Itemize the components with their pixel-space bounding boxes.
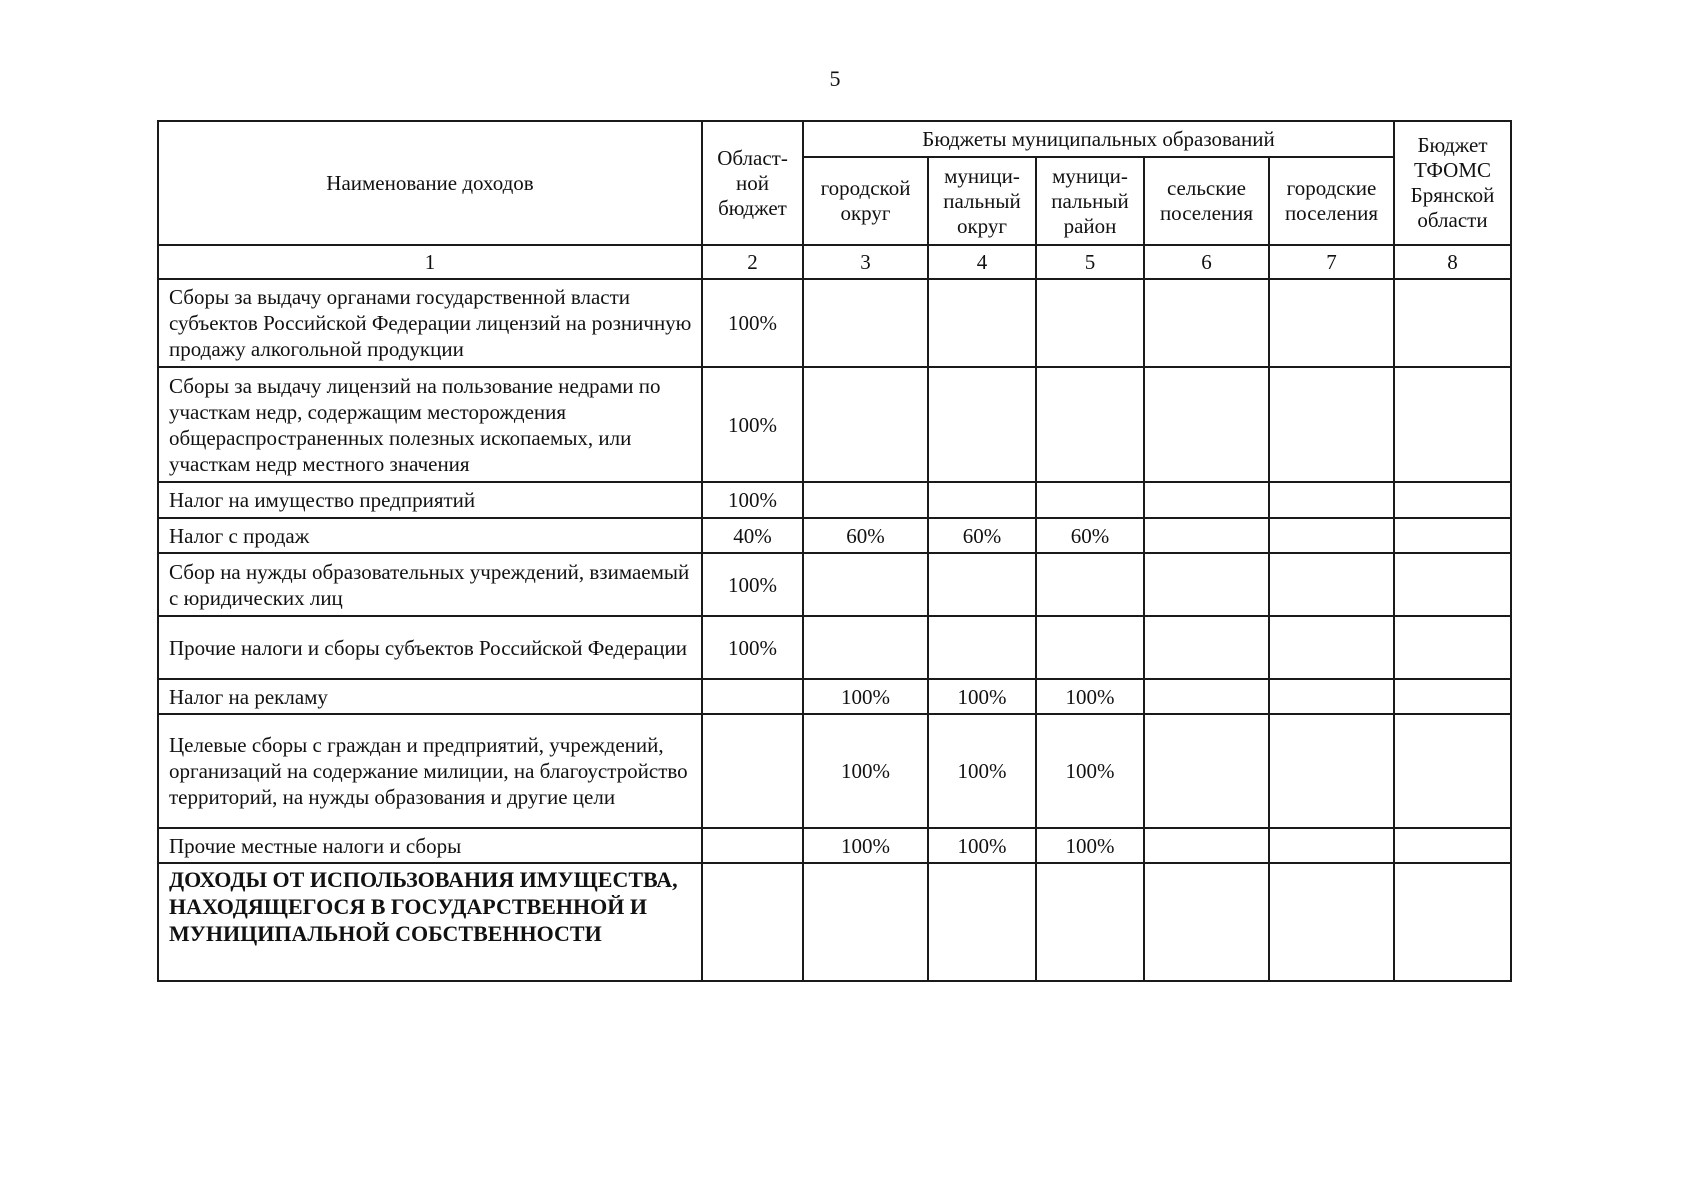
column-number: 4 bbox=[928, 245, 1036, 279]
value-cell: 100% bbox=[1036, 714, 1144, 828]
header-urban-district: городской округ bbox=[803, 157, 928, 245]
value-cell bbox=[928, 616, 1036, 679]
header-regional-budget: Област-ной бюджет bbox=[702, 121, 803, 245]
value-cell bbox=[803, 616, 928, 679]
value-cell bbox=[1036, 367, 1144, 482]
revenue-name: Сборы за выдачу органами государственной власти субъектов Российской Федерации лицензий на розничную продажу алкогольной продукции bbox=[158, 279, 702, 367]
table-row bbox=[158, 714, 1511, 828]
value-cell: 100% bbox=[928, 828, 1036, 863]
value-cell: 100% bbox=[702, 279, 803, 367]
value-cell bbox=[1394, 279, 1511, 367]
column-number-row bbox=[158, 245, 1511, 279]
value-cell bbox=[1394, 616, 1511, 679]
value-cell bbox=[702, 828, 803, 863]
value-cell bbox=[1394, 679, 1511, 714]
column-number: 8 bbox=[1394, 245, 1511, 279]
table-row-section-heading bbox=[158, 863, 1511, 981]
table-row bbox=[158, 367, 1511, 482]
value-cell bbox=[1036, 863, 1144, 981]
value-cell bbox=[702, 863, 803, 981]
revenue-name: Прочие местные налоги и сборы bbox=[158, 828, 702, 863]
value-cell bbox=[1394, 553, 1511, 616]
revenue-distribution-table bbox=[157, 120, 1512, 982]
revenue-name: Сборы за выдачу лицензий на пользование недрами по участкам недр, содержащим месторождения общераспространенных полезных ископаемых, или участкам недр местного значения bbox=[158, 367, 702, 482]
column-number: 6 bbox=[1144, 245, 1269, 279]
value-cell: 100% bbox=[803, 679, 928, 714]
value-cell bbox=[1394, 518, 1511, 553]
value-cell bbox=[1269, 616, 1394, 679]
value-cell: 100% bbox=[702, 553, 803, 616]
value-cell bbox=[1269, 679, 1394, 714]
value-cell bbox=[1036, 616, 1144, 679]
table-row bbox=[158, 553, 1511, 616]
table-row bbox=[158, 279, 1511, 367]
value-cell: 40% bbox=[702, 518, 803, 553]
value-cell bbox=[1144, 518, 1269, 553]
column-number: 3 bbox=[803, 245, 928, 279]
value-cell bbox=[1269, 553, 1394, 616]
value-cell bbox=[1394, 367, 1511, 482]
revenue-name: Налог с продаж bbox=[158, 518, 702, 553]
value-cell bbox=[1269, 482, 1394, 518]
header-revenue-name: Наименование доходов bbox=[158, 121, 702, 245]
revenue-name: Целевые сборы с граждан и предприятий, учреждений, организаций на содержание милиции, на благоустройство территорий, на нужды образования и другие цели bbox=[158, 714, 702, 828]
value-cell: 60% bbox=[803, 518, 928, 553]
value-cell bbox=[1144, 279, 1269, 367]
value-cell bbox=[1144, 714, 1269, 828]
value-cell bbox=[1269, 863, 1394, 981]
value-cell bbox=[702, 679, 803, 714]
value-cell bbox=[1036, 553, 1144, 616]
value-cell bbox=[702, 714, 803, 828]
value-cell bbox=[1144, 367, 1269, 482]
header-municipal-district: муници-пальный округ bbox=[928, 157, 1036, 245]
header-municipal-area: муници-пальный район bbox=[1036, 157, 1144, 245]
page-number: 5 bbox=[829, 66, 841, 91]
section-heading: ДОХОДЫ ОТ ИСПОЛЬЗОВАНИЯ ИМУЩЕСТВА, НАХОДЯЩЕГОСЯ В ГОСУДАРСТВЕННОЙ И МУНИЦИПАЛЬНОЙ СОБСТВЕННОСТИ bbox=[158, 863, 702, 981]
value-cell bbox=[803, 367, 928, 482]
value-cell bbox=[803, 553, 928, 616]
value-cell bbox=[1036, 482, 1144, 518]
value-cell: 60% bbox=[928, 518, 1036, 553]
value-cell bbox=[1394, 482, 1511, 518]
revenue-name: Налог на рекламу bbox=[158, 679, 702, 714]
value-cell bbox=[803, 482, 928, 518]
value-cell: 100% bbox=[803, 828, 928, 863]
value-cell bbox=[928, 279, 1036, 367]
header-urban-settlements: городские поселения bbox=[1269, 157, 1394, 245]
value-cell bbox=[1269, 714, 1394, 828]
value-cell bbox=[1144, 863, 1269, 981]
column-number: 1 bbox=[158, 245, 702, 279]
table-row bbox=[158, 828, 1511, 863]
value-cell bbox=[928, 553, 1036, 616]
value-cell bbox=[1144, 553, 1269, 616]
column-number: 2 bbox=[702, 245, 803, 279]
value-cell: 100% bbox=[803, 714, 928, 828]
value-cell: 60% bbox=[1036, 518, 1144, 553]
value-cell bbox=[803, 279, 928, 367]
value-cell: 100% bbox=[1036, 679, 1144, 714]
value-cell bbox=[1269, 367, 1394, 482]
value-cell bbox=[1144, 828, 1269, 863]
value-cell: 100% bbox=[928, 679, 1036, 714]
value-cell bbox=[1144, 616, 1269, 679]
value-cell bbox=[1394, 714, 1511, 828]
value-cell: 100% bbox=[928, 714, 1036, 828]
value-cell bbox=[1144, 679, 1269, 714]
value-cell: 100% bbox=[702, 367, 803, 482]
table-row bbox=[158, 616, 1511, 679]
table-row bbox=[158, 518, 1511, 553]
value-cell bbox=[928, 863, 1036, 981]
value-cell: 100% bbox=[1036, 828, 1144, 863]
revenue-name: Налог на имущество предприятий bbox=[158, 482, 702, 518]
column-number: 7 bbox=[1269, 245, 1394, 279]
value-cell bbox=[1144, 482, 1269, 518]
revenue-name: Сбор на нужды образовательных учреждений, взимаемый с юридических лиц bbox=[158, 553, 702, 616]
header-rural-settlements: сельские поселения bbox=[1144, 157, 1269, 245]
value-cell bbox=[928, 482, 1036, 518]
value-cell bbox=[928, 367, 1036, 482]
value-cell bbox=[803, 863, 928, 981]
header-tfoms-budget: Бюджет ТФОМС Брянской области bbox=[1394, 121, 1511, 245]
revenue-name: Прочие налоги и сборы субъектов Российской Федерации bbox=[158, 616, 702, 679]
value-cell: 100% bbox=[702, 616, 803, 679]
value-cell bbox=[1394, 863, 1511, 981]
value-cell bbox=[1269, 518, 1394, 553]
value-cell bbox=[1269, 828, 1394, 863]
header-municipal-budgets: Бюджеты муниципальных образований bbox=[803, 121, 1394, 157]
table-row bbox=[158, 482, 1511, 518]
column-number: 5 bbox=[1036, 245, 1144, 279]
value-cell bbox=[1394, 828, 1511, 863]
table-row bbox=[158, 679, 1511, 714]
value-cell bbox=[1269, 279, 1394, 367]
value-cell bbox=[1036, 279, 1144, 367]
value-cell: 100% bbox=[702, 482, 803, 518]
